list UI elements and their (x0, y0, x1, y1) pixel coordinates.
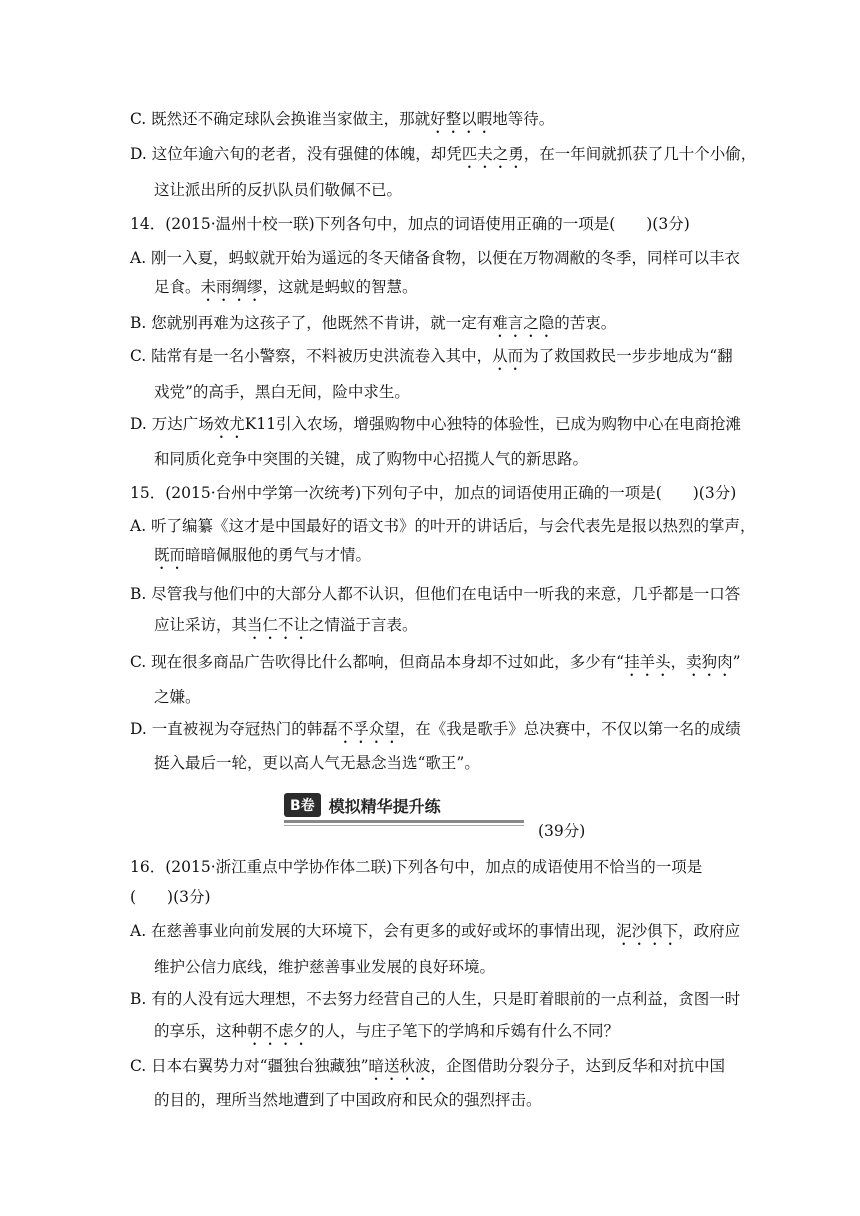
section-divider (284, 820, 524, 823)
dotted-phrase: 效尤 (213, 415, 245, 433)
q13-option-d: D. 这位年逾六旬的老者，没有强健的体魄，却凭匹夫之勇，在一年间就抓获了几十个小偷， (130, 145, 757, 163)
dotted-phrase: 不孚众望 (337, 720, 400, 738)
dotted-phrase: 好整以暇 (430, 110, 493, 128)
q14-option-d: D. 万达广场效尤K11引入农场，增强购物中心独特的体验性，已成为购物中心在电商抢滩 (130, 415, 742, 433)
dotted-phrase: 既而 (154, 546, 186, 564)
dotted-phrase: 匹夫之勇 (461, 145, 524, 163)
q14-option-b: B. 您就别再难为这孩子了，他既然不肯讲，就一定有难言之隐的苦衷。 (130, 314, 617, 332)
q14-option-a-cont: 足食。未雨绸缪，这就是蚂蚁的智慧。 (154, 278, 418, 296)
q13-option-d-cont: 这让派出所的反扒队员们敬佩不已。 (154, 181, 403, 199)
q16-option-b-cont: 的享乐，这种朝不虑夕的人，与庄子笔下的学鸠和斥鴳有什么不同？ (154, 1022, 620, 1040)
q15-option-b: B. 尽管我与他们中的大部分人都不认识，但他们在电话中一听我的来意，几乎都是一口答 (130, 585, 741, 603)
q15-option-c: C. 现在很多商品广告吹得比什么都响，但商品本身却不过如此，多少有“挂羊头，卖狗肉” (130, 653, 741, 671)
q14-option-c: C. 陆常有是一名小警察，不料被历史洪流卷入其中，从而为了救国救民一步步地成为“翻 (130, 347, 733, 365)
q16-stem-cont: ( )(3分) (130, 888, 211, 906)
q16-option-a-cont: 维护公信力底线，维护慈善事业发展的良好环境。 (154, 958, 496, 976)
q15-option-b-cont: 应让采访，其当仁不让之情溢于言表。 (154, 616, 418, 634)
q15-option-d: D. 一直被视为夺冠热门的韩磊不孚众望，在《我是歌手》总决赛中，不仅以第一名的成绩 (130, 720, 741, 738)
q16-option-c: C. 日本右翼势力对“疆独台独藏独”暗送秋波，企图借助分裂分子，达到反华和对抗中国 (130, 1057, 726, 1075)
q16-option-c-cont: 的目的，理所当然地遭到了中国政府和民众的强烈抨击。 (154, 1091, 542, 1109)
q13-option-c: C. 既然还不确定球队会换谁当家做主，那就好整以暇地等待。 (130, 110, 555, 128)
q14-option-d-cont: 和同质化竞争中突围的关键，成了购物中心招揽人气的新思路。 (154, 450, 589, 468)
dotted-phrase: 当仁不让 (247, 616, 310, 634)
q15-stem: 15．(2015·台州中学第一次统考)下列句子中，加点的词语使用正确的一项是( )(3分) (130, 484, 737, 502)
dotted-phrase: 难言之隐 (492, 314, 555, 332)
section-b-header (284, 792, 441, 818)
q15-option-a-cont: 既而暗暗佩服他的勇气与才情。 (154, 546, 372, 564)
q15-option-d-cont: 挺入最后一轮，更以高人气无悬念当选“歌王”。 (154, 754, 480, 772)
q15-option-c-cont: 之嫌。 (154, 688, 201, 706)
q14-option-a: A. 刚一入夏，蚂蚁就开始为遥远的冬天储备食物，以便在万物凋敝的冬季，同样可以丰衣 (130, 249, 741, 267)
section-score: (39分) (538, 822, 586, 840)
section-divider-thin (284, 825, 524, 826)
q16-option-a: A. 在慈善事业向前发展的大环境下，会有更多的或好或坏的事情出现，泥沙俱下，政府应 (130, 922, 741, 940)
dotted-phrase: 朝不虑夕 (247, 1022, 310, 1040)
q14-stem: 14．(2015·温州十校一联)下列各句中，加点的词语使用正确的一项是( )(3分) (130, 215, 690, 233)
q16-stem: 16．(2015·浙江重点中学协作体二联)下列各句中，加点的成语使用不恰当的一项是 (130, 858, 703, 876)
q14-option-c-cont: 戏党”的高手，黑白无间，险中求生。 (154, 383, 410, 401)
q16-option-b: B. 有的人没有远大理想，不去努力经营自己的人生，只是盯着眼前的一点利益，贪图一时 (130, 990, 741, 1008)
q15-option-a: A. 听了编纂《这才是中国最好的语文书》的叶开的讲话后，与会代表先是报以热烈的掌声， (130, 517, 756, 535)
dotted-phrase: 挂羊头，卖狗肉 (624, 653, 733, 671)
dotted-phrase: 未雨绸缪 (200, 278, 263, 296)
section-title: 模拟精华提升练 (328, 796, 441, 816)
dotted-phrase: 暗送秋波 (368, 1057, 431, 1075)
section-badge: B卷 (284, 793, 321, 817)
dotted-phrase: 泥沙俱下 (616, 922, 679, 940)
dotted-phrase: 从而 (492, 347, 524, 365)
